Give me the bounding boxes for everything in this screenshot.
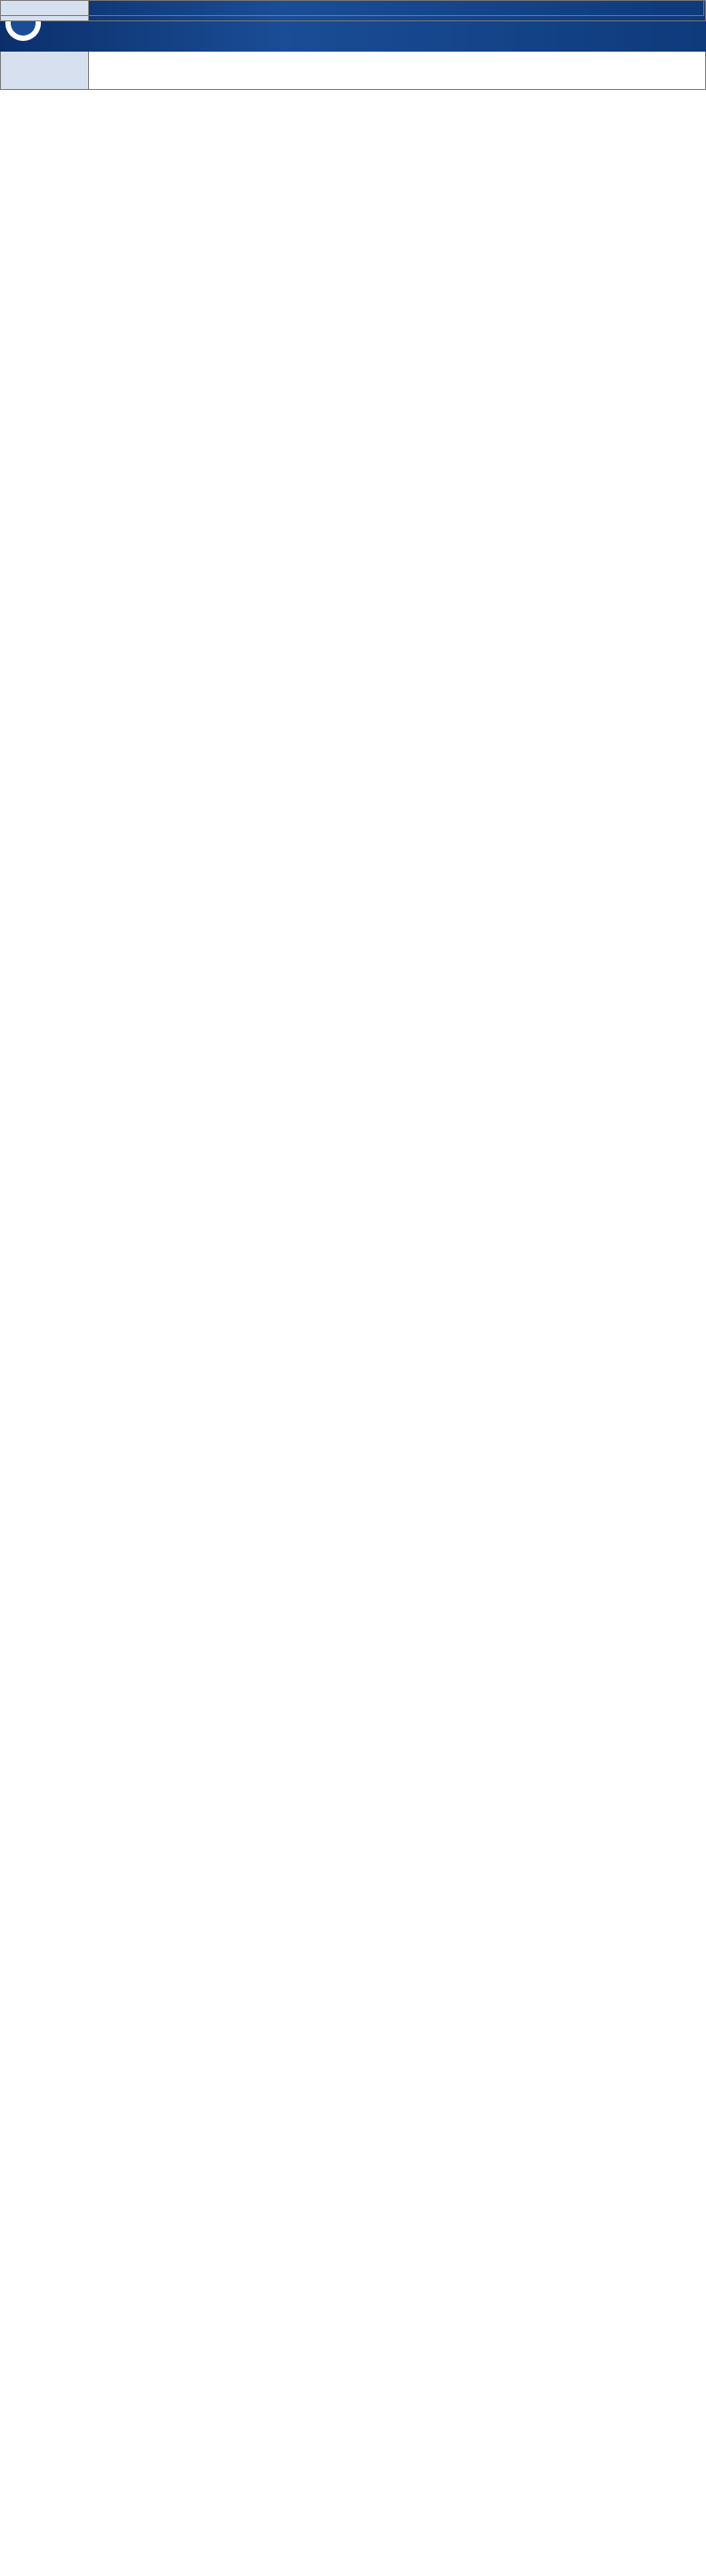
analyst-info [0,0,704,16]
market-review-label [1,52,89,89]
market-review [0,52,706,90]
